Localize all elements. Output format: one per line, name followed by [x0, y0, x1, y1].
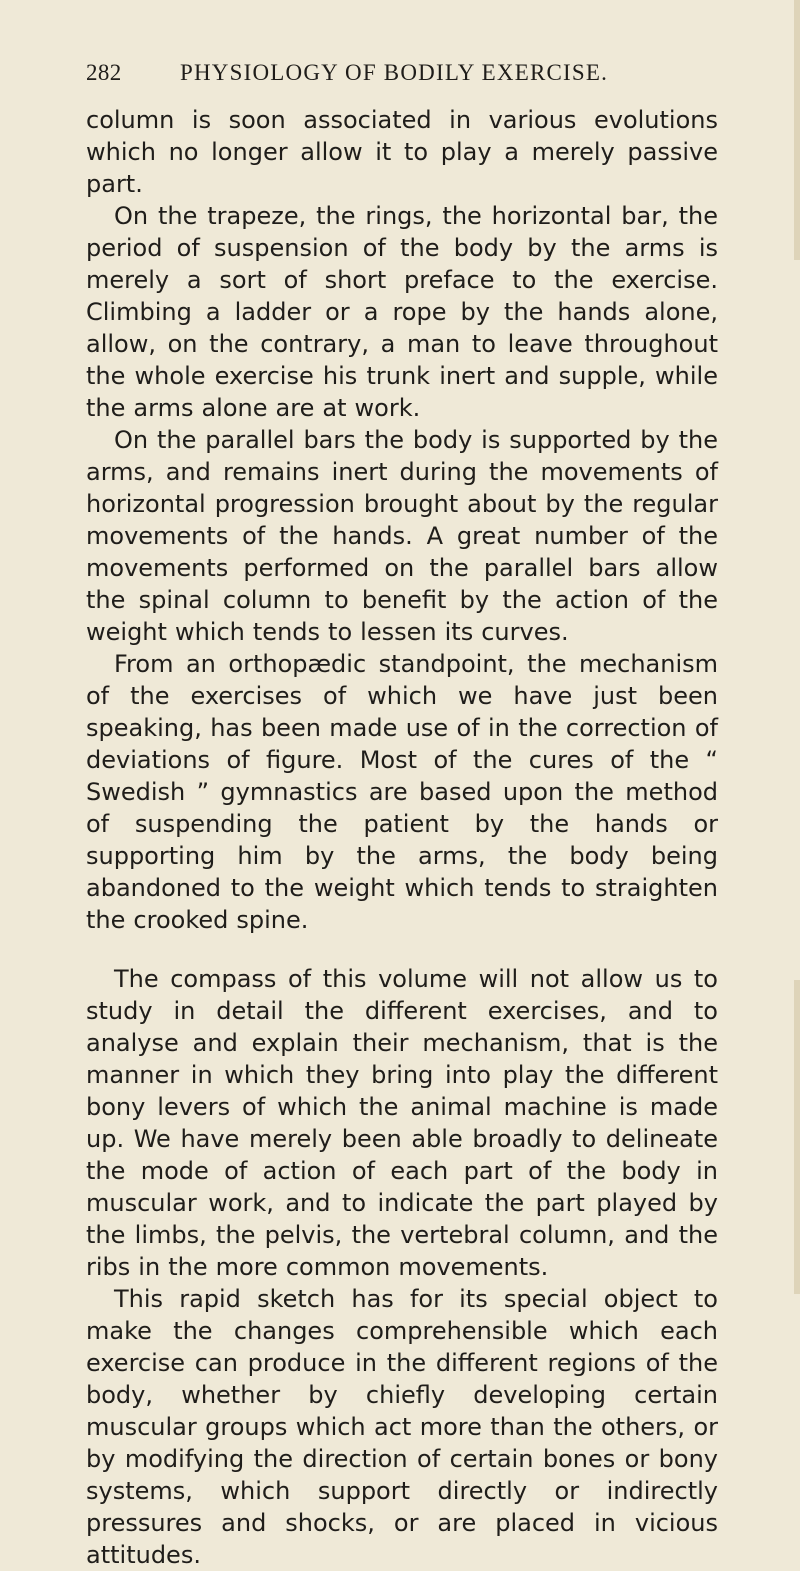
paragraph-compass: The compass of this volume will not allow us to study in detail the different exercises, and to analyse and explain their mechanism, that is the manner in which they bring into play the different bony levers of which the animal machine is made up. We have merely been able broadly to delineate the mode of action of each part of the body in muscular work, and to indicate the part played by the limbs, the pelvis, the vertebral column, and the ribs in the more common movements.	[86, 965, 718, 1281]
body-text	[86, 104, 718, 1571]
running-title: PHYSIOLOGY OF BODILY EXERCISE.	[180, 60, 609, 85]
paragraph-parallel-bars: On the parallel bars the body is supported by the arms, and remains inert during the movements of horizontal progression brought about by the regular movements of the hands. A great number of the movements performed on the parallel bars allow the spinal column to benefit by the action of the weight which tends to lessen its curves.	[86, 426, 718, 646]
paragraph-orthopaedic: From an orthopædic standpoint, the mechanism of the exercises of which we have just been speaking, has been made use of in the correction of deviations of figure. Most of the cures of the “ Swedish ” gymnastics are based upon the method of suspending the patient by the hands or supporting him by the arms, the body being abandoned to the weight which tends to straighten the crooked spine.	[86, 650, 718, 934]
paragraph-continuation: column is soon associated in various evolutions which no longer allow it to play a merely passive part.	[86, 106, 718, 198]
page-edge-shade-top	[794, 0, 800, 260]
paragraph-trapeze: On the trapeze, the rings, the horizontal bar, the period of suspension of the body by the arms is merely a sort of short preface to the exercise. Climbing a ladder or a rope by the hands alone, allow, on the contrary, a man to leave throughout the whole exercise his trunk inert and supple, while the arms alone are at work.	[86, 202, 718, 422]
page-edge-shade-bottom	[794, 980, 800, 1294]
page-header	[86, 60, 716, 96]
paragraph-sketch: This rapid sketch has for its special object to make the changes comprehensible which each exercise can produce in the different regions of the body, whether by chiefly developing certain muscular groups which act more than the others, or by modifying the direction of certain bones or bony systems, which support directly or indirectly pressures and shocks, or are placed in vicious attitudes.	[86, 1285, 718, 1569]
page-number: 282	[86, 60, 122, 85]
